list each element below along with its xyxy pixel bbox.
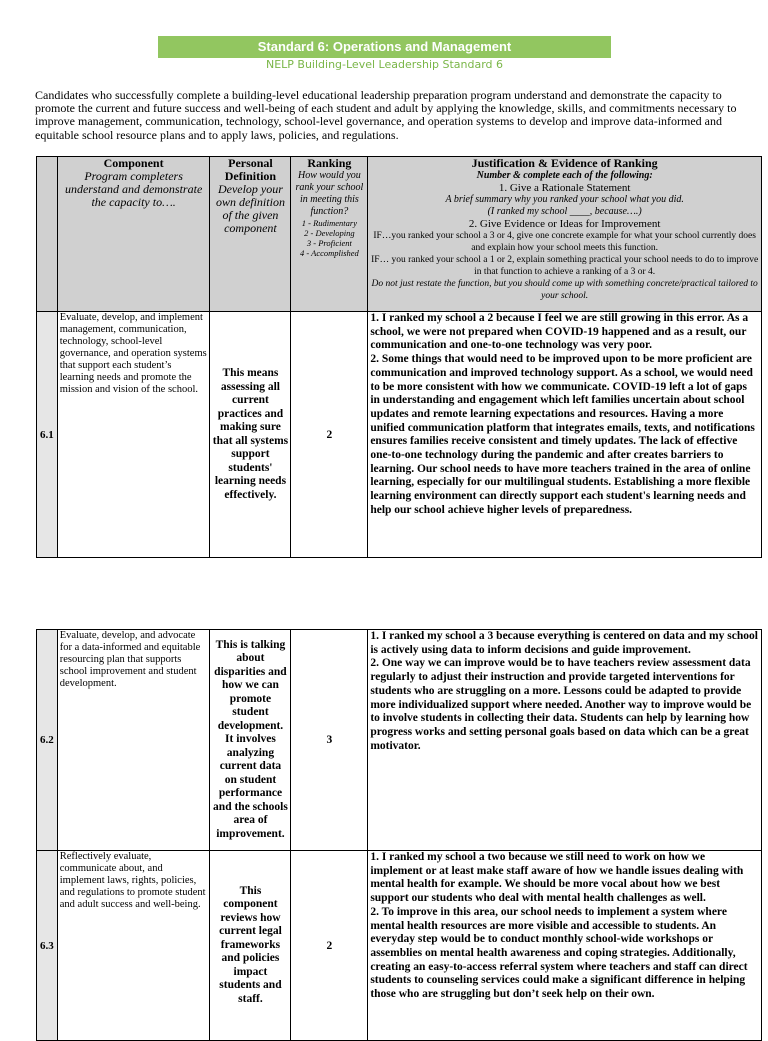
component-text: Evaluate, develop, and advocate for a data-informed and equitable resourcing plan that supports school improvement and student development. <box>57 630 210 851</box>
definition-subheading: Develop your own definition of the given component <box>215 182 285 235</box>
step-one: 1. Give a Rationale Statement <box>498 182 631 194</box>
if-low-ranking: IF… you ranked your school a 1 or 2, explain something practical your school needs to do to improve in that function to achieve a ranking of a 3 or 4. <box>371 255 759 277</box>
table-header-row <box>37 157 762 312</box>
component-text: Evaluate, develop, and implement management, communication, technology, school-level governance, and operation systems that support each student’s learning needs and promote the mission and vision of the school. <box>57 312 210 558</box>
ranking-table <box>36 156 762 558</box>
step-two: 2. Give Evidence or Ideas for Improvement <box>468 218 661 230</box>
header-id-cell <box>37 157 58 312</box>
rationale-statement: 1. I ranked my school a 2 because I feel we are still growing in this error. As a school, we were not prepared when COVID-19 happened and as a result, our communication and one-to-one technology was very poor. <box>370 312 749 352</box>
ranking-heading: Ranking <box>307 156 352 170</box>
ranking-value: 2 <box>291 312 368 558</box>
intro-paragraph: Candidates who successfully complete a building-level educational leadership preparation program understand and demonstrate the capacity to promote the current and future success and well-being of each student and adult by applying the knowledge, skills, and commitments necessary to improve management, communication, technology, school-level governance, and operation systems to develop and improve data-informed and equitable school resource plans and to apply laws, policies, and regulations. <box>35 88 737 142</box>
component-text: Reflectively evaluate, communicate about, and implement laws, rights, policies, and regulations to promote student and adult success and well-being. <box>57 851 210 1041</box>
justification-cell <box>368 851 762 1041</box>
component-id: 6.3 <box>37 851 58 1041</box>
ranking-table-continued <box>36 629 762 1041</box>
ranking-value: 3 <box>291 630 368 851</box>
header-definition <box>210 157 291 312</box>
ranking-level: 1 - Rudimentary <box>301 218 357 228</box>
ranking-level: 3 - Proficient <box>306 238 352 248</box>
table-row <box>37 630 762 851</box>
ranking-subheading: How would you rank your school in meeting this function? <box>295 170 364 217</box>
justification-note: Do not just restate the function, but you should come up with something concrete/practical tailored to your school. <box>371 279 758 301</box>
table-row <box>37 851 762 1041</box>
header-justification <box>368 157 762 312</box>
header-component <box>57 157 210 312</box>
rationale-statement: 1. I ranked my school a two because we still need to work on how we implement or at least make staff aware of how we handle issues dealing with mental health for example. We should be more vocal about how we best support our students who deal with mental health challenges as well. <box>370 851 744 905</box>
component-id: 6.1 <box>37 312 58 558</box>
evidence-statement: 2. Some things that would need to be improved upon to be more proficient are communication and improved technology support. As a school, we would need to be more consistent with how we communicate. COVID-19 left a lot of gaps in understanding and engagement which left families uncertain about school updates and remote learning expectations and resources. Having a more unified communication platform that integrates emails, texts, and notifications ensures families receive consistent and timely updates. The lack of effective one-to-one technology during the pandemic and after creates barriers to learning. Our school needs to have more teachers trained in the area of online learning, especially for our multilingual students. Establishing a more flexible learning environment can directly support each student's learning needs and help our school achieve higher levels of preparedness. <box>370 353 755 516</box>
personal-definition: This component reviews how current legal frameworks and policies impact students and staff. <box>210 851 291 1041</box>
evidence-statement: 2. One way we can improve would be to have teachers review assessment data regularly to adjust their instruction and provide targeted interventions for students who are struggling on a more. Lessons could be adapted to provide more individualized support where needed. Another way to improve would be to involve students in collecting their data. Students can help by learning how progress works and setting personal goals based on data which can be a great motivator. <box>370 657 752 752</box>
step-one-description: A brief summary why you ranked your school what you did. <box>445 194 684 205</box>
ranking-level: 4 - Accomplished <box>299 248 359 258</box>
step-one-example: (I ranked my school ____, because….) <box>487 206 642 217</box>
ranking-value: 2 <box>291 851 368 1041</box>
justification-instruction: Number & complete each of the following: <box>476 170 653 181</box>
header-ranking <box>291 157 368 312</box>
ranking-level: 2 - Developing <box>304 228 355 238</box>
justification-cell <box>368 630 762 851</box>
evidence-statement: 2. To improve in this area, our school needs to implement a system where mental health resources are more visible and accessible to students. An everyday step would be to conduct monthly school-wide workshops or assemblies on mental health awareness and coping strategies. Additionally, creating an easy-to-access referral system where teachers and staff can direct students to counseling services could make a significant difference in helping those who are struggling but don’t seek help on their own. <box>370 905 748 1001</box>
justification-heading: Justification & Evidence of Ranking <box>471 156 658 170</box>
justification-cell <box>368 312 762 558</box>
standard-title-bar: Standard 6: Operations and Management <box>158 36 611 58</box>
personal-definition: This means assessing all current practices and making sure that all systems support students' learning needs effectively. <box>210 312 291 558</box>
if-high-ranking: IF…you ranked your school a 3 or 4, give one concrete example for what your school currently does and explain how your school meets this function. <box>373 231 756 253</box>
table-row <box>37 312 762 558</box>
rationale-statement: 1. I ranked my school a 3 because everything is centered on data and my school is actively using data to inform decisions and guide improvement. <box>370 630 758 656</box>
definition-heading: Personal Definition <box>224 156 277 183</box>
component-heading: Component <box>103 156 164 170</box>
component-id: 6.2 <box>37 630 58 851</box>
personal-definition: This is talking about disparities and how we can promote student development. It involves analyzing current data on student performance and the schools area of improvement. <box>210 630 291 851</box>
component-subheading: Program completers understand and demonstrate the capacity to…. <box>64 169 203 209</box>
standard-subtitle: NELP Building-Level Leadership Standard 6 <box>265 58 504 71</box>
